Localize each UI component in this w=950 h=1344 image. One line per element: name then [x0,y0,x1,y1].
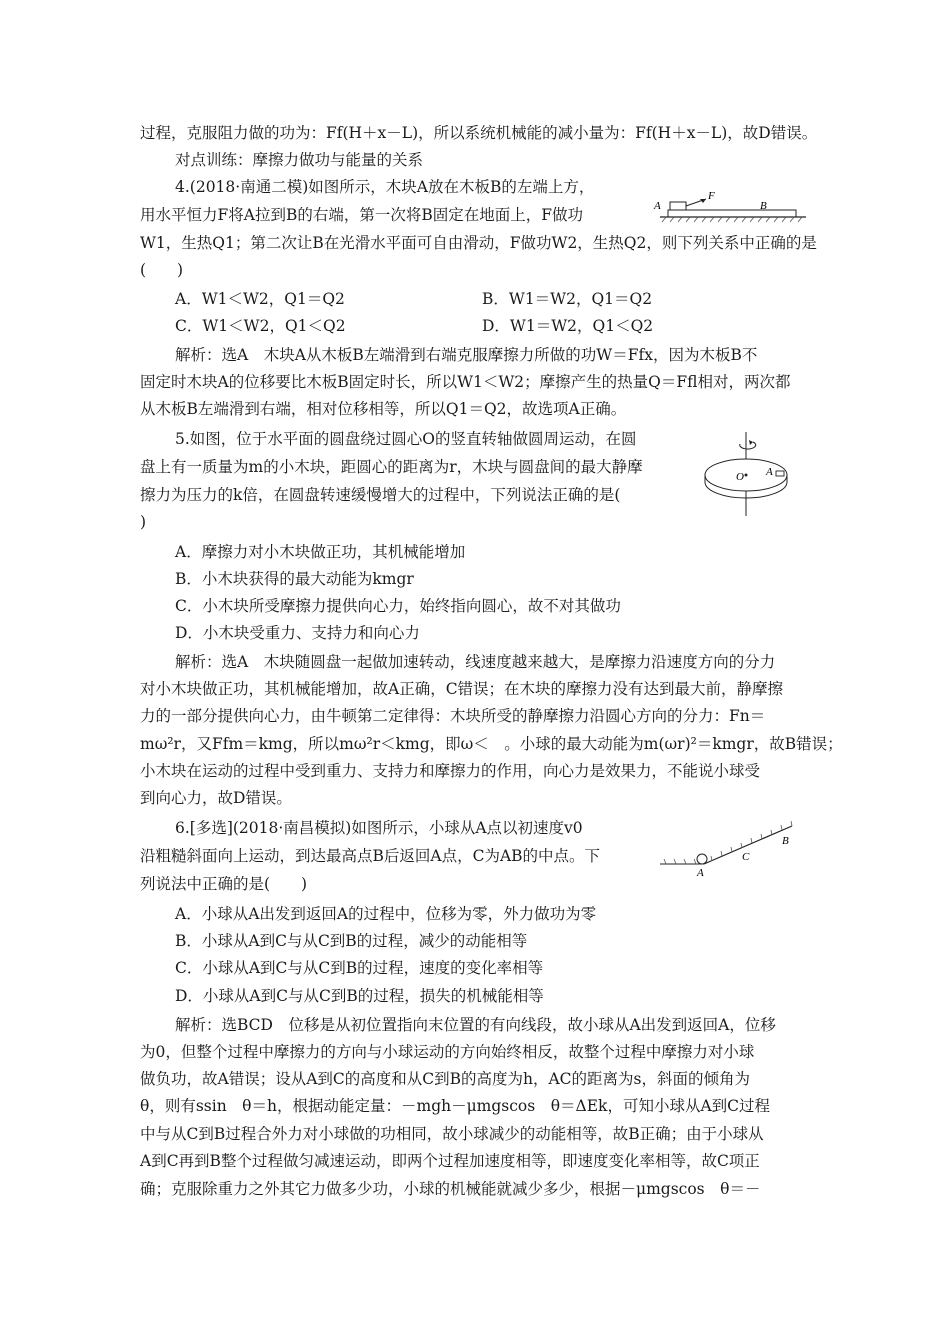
text-line: 擦力为压力的k倍，在圆盘转速缓慢增大的过程中，下列说法正确的是( [140,486,621,504]
label-o: O [736,471,744,483]
incline-hatching [664,821,792,864]
ball [697,854,707,864]
label-a: A [697,867,704,878]
answer-bracket: ( ) [140,261,184,279]
question-6-stem: 6.[多选](2018·南昌模拟)如图所示，小球从A点以初速度v0 [175,819,583,837]
solution-line: θ，则有ssin θ＝h，根据动能定量：－mgh－μmgscos θ＝ΔEk，可知小球从A到C过程 [140,1097,770,1115]
option-b: B．小球从A到C与从C到B的过程，减少的动能相等 [175,932,528,950]
answer-bracket: ) [140,513,147,531]
label-a: A [654,200,661,212]
label-c: C [742,851,750,863]
solution-line: 解析：选BCD 位移是从初位置指向末位置的有向线段，故小球从A出发到返回A，位移 [175,1016,776,1034]
solution-line: 固定时木块A的位移要比木板B固定时长，所以W1＜W2；摩擦产生的热量Q＝Ffl相对，两次都 [140,373,791,391]
option-d: D．W1＝W2，Q1＜Q2 [482,317,654,335]
solution-line: 为0，但整个过程中摩擦力的方向与小球运动的方向始终相反，故整个过程中摩擦力对小球 [140,1043,755,1061]
option-a: A．摩擦力对小木块做正功，其机械能增加 [175,543,466,561]
option-a: A．小球从A出发到返回A的过程中，位移为零，外力做功为零 [175,905,597,923]
text-line: 过程，克服阻力做的功为：Ff(H＋x－L)，所以系统机械能的减小量为：Ff(H＋x－L)，故D错误。 [140,124,818,142]
ground-hatching [662,217,802,222]
text-line: 用水平恒力F将A拉到B的右端，第一次将B固定在地面上，F做功 [140,206,583,224]
question-4-stem: 4.(2018·南通二模)如图所示，木块A放在木板B的左端上方， [175,178,595,196]
question-5-stem: 5.如图，位于水平面的圆盘绕过圆心O的竖直转轴做圆周运动，在圆 [175,430,637,448]
text-line: 列说法中正确的是( ) [140,875,308,893]
board-b [668,210,796,217]
solution-line: mω²r，又Ffm＝kmg，所以mω²r＜kmg，即ω＜ 。小球的最大动能为m(ωr)²＝kmgr，故B错误； [140,735,843,753]
option-d: D．小球从A到C与从C到B的过程，损失的机械能相等 [175,987,544,1005]
label-b: B [782,835,789,847]
solution-line: 力的一部分提供向心力，由牛顿第二定律得：木块所受的静摩擦力沿圆心方向的分力：Fn＝ [140,707,766,725]
solution-line: 对小木块做正功，其机械能增加，故A正确，C错误；在木块的摩擦力没有达到最大前，静摩擦 [140,680,784,698]
option-c: C．小木块所受摩擦力提供向心力，始终指向圆心，故不对其做功 [175,597,621,615]
solution-line: 中与从C到B过程合外力对小球做的功相同，故小球减少的动能相等，故B正确；由于小球从 [140,1125,764,1143]
text-line: 沿粗糙斜面向上运动，到达最高点B后返回A点，C为AB的中点。下 [140,847,601,865]
option-b: B．小木块获得的最大动能为kmgr [175,570,414,588]
label-b: B [760,200,767,212]
label-f: F [708,190,715,202]
option-c: C．小球从A到C与从C到B的过程，速度的变化率相等 [175,959,544,977]
center-point [745,474,748,477]
option-d: D．小木块受重力、支持力和向心力 [175,624,420,642]
section-heading: 对点训练：摩擦力做功与能量的关系 [175,151,424,169]
rotating-disk-figure [700,430,812,520]
solution-line: 解析：选A 木块A从木板B左端滑到右端克服摩擦力所做的功W＝Ffx，因为木板B不 [175,346,758,364]
block-on-board-figure [648,186,813,232]
text-line: W1，生热Q1；第二次让B在光滑水平面可自由滑动，F做功W2，生热Q2，则下列关系中正确的是 [140,234,817,252]
solution-line: 确；克服除重力之外其它力做多少功，小球的机械能就减少多少，根据－μmgscos θ＝－ [140,1180,761,1198]
solution-line: 从木板B左端滑到右端，相对位移相等，所以Q1＝Q2，故选项A正确。 [140,400,627,418]
option-b: B．W1＝W2，Q1＝Q2 [482,290,653,308]
block-a [670,202,686,210]
solution-line: 解析：选A 木块随圆盘一起做加速转动，线速度越来越大，是摩擦力沿速度方向的分力 [175,653,776,671]
incline-figure [652,820,812,878]
label-a: A [766,466,773,478]
solution-line: 到向心力，故D错误。 [140,789,292,807]
option-a: A．W1＜W2，Q1＝Q2 [175,290,345,308]
solution-line: A到C再到B整个过程做匀减速运动，即两个过程加速度相等，即速度变化率相等，故C项正 [140,1152,760,1170]
solution-line: 做负功，故A错误；设从A到C的高度和从C到B的高度为h，AC的距离为s，斜面的倾角为 [140,1070,750,1088]
arrow-head [749,440,753,445]
rotation-arrow [740,442,756,449]
option-c: C．W1＜W2，Q1＜Q2 [175,317,346,335]
solution-line: 小木块在运动的过程中受到重力、支持力和摩擦力的作用，向心力是效果力，不能说小球受 [140,762,761,780]
text-line: 盘上有一质量为m的小木块，距圆心的距离为r，木块与圆盘间的最大静摩 [140,458,643,476]
